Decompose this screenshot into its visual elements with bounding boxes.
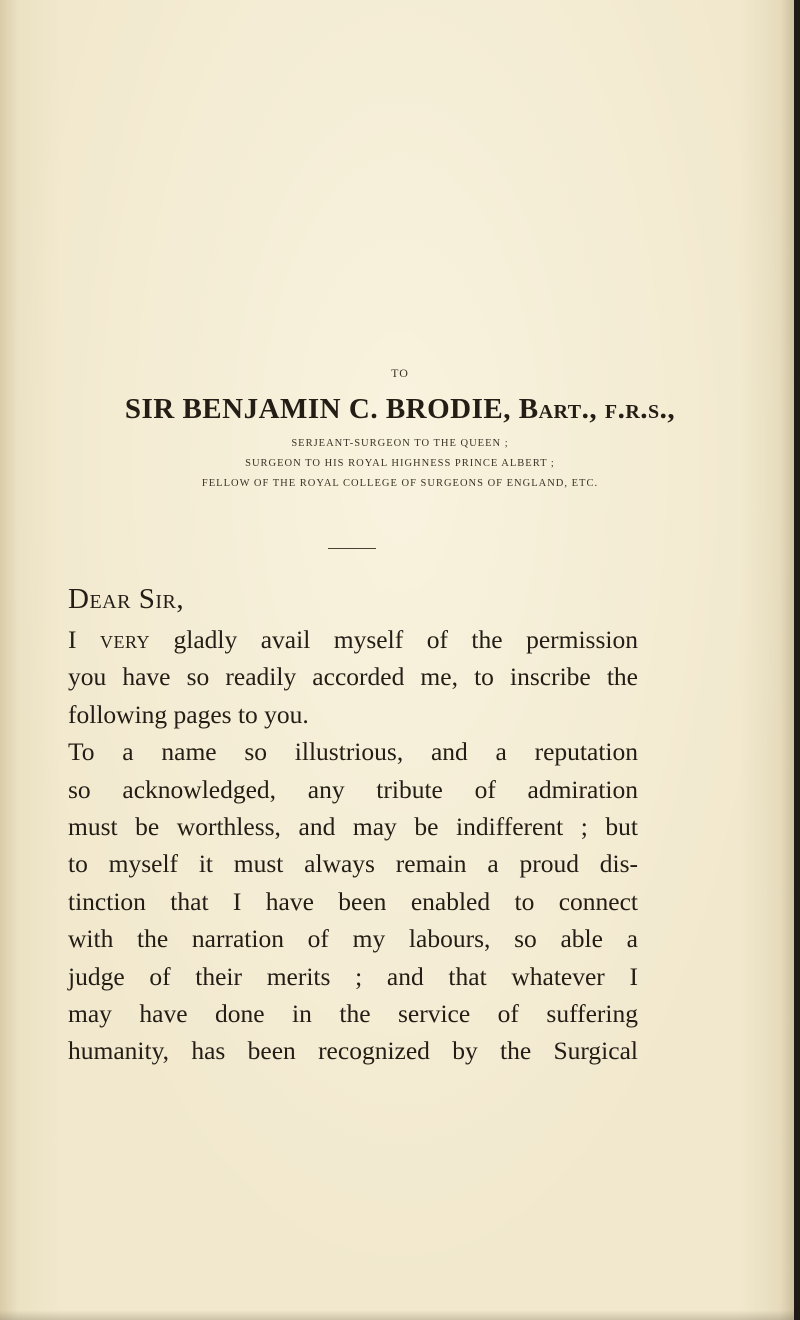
letter-salutation: Dear Sir, bbox=[68, 583, 185, 615]
letter-line-10: judge of their merits ; and that whatever I bbox=[68, 961, 638, 991]
divider-rule bbox=[328, 548, 376, 549]
letter-line-8: tinction that I have been enabled to connect bbox=[68, 886, 638, 916]
letter-line-6: must be worthless, and may be indifferent ; but bbox=[68, 812, 638, 842]
letter-line-3: following pages to you. bbox=[68, 699, 309, 729]
letter-line-9: with the narration of my labours, so able a bbox=[68, 924, 638, 954]
letter-line-1: gladly avail myself of the permission bbox=[150, 625, 638, 654]
letter-body bbox=[68, 621, 638, 1070]
letter-line-7: to myself it must always remain a proud dis- bbox=[68, 849, 638, 879]
letter-line bbox=[68, 621, 638, 658]
dedicatee-name-title: Bart., f.r.s., bbox=[518, 393, 676, 425]
letter-first-word: I bbox=[68, 625, 100, 654]
dedicatee-title-2: SURGEON TO HIS ROYAL HIGHNESS PRINCE ALBERT ; bbox=[245, 458, 555, 469]
dedicatee-name-main: SIR BENJAMIN C. BRODIE, bbox=[124, 393, 519, 425]
letter-line-5: so acknowledged, any tribute of admiration bbox=[68, 774, 638, 804]
dedication-to: TO bbox=[391, 366, 409, 380]
letter-line-2: you have so readily accorded me, to inscribe the bbox=[68, 662, 638, 692]
dedicatee-title-1: SERJEANT-SURGEON TO THE QUEEN ; bbox=[291, 438, 509, 449]
dedicatee-name bbox=[0, 393, 800, 426]
dedicatee-title-3: FELLOW OF THE ROYAL COLLEGE OF SURGEONS OF ENGLAND, ETC. bbox=[201, 478, 599, 489]
page-bottom-shadow bbox=[0, 1310, 800, 1320]
letter-first-smallcap: very bbox=[100, 625, 151, 654]
page-binding-edge bbox=[794, 0, 800, 1320]
letter-line-12: humanity, has been recognized by the Surgical bbox=[68, 1036, 638, 1066]
letter-line-4: To a name so illustrious, and a reputation bbox=[68, 737, 638, 767]
dedication-block bbox=[0, 366, 800, 494]
letter-line-11: may have done in the service of suffering bbox=[68, 999, 638, 1029]
